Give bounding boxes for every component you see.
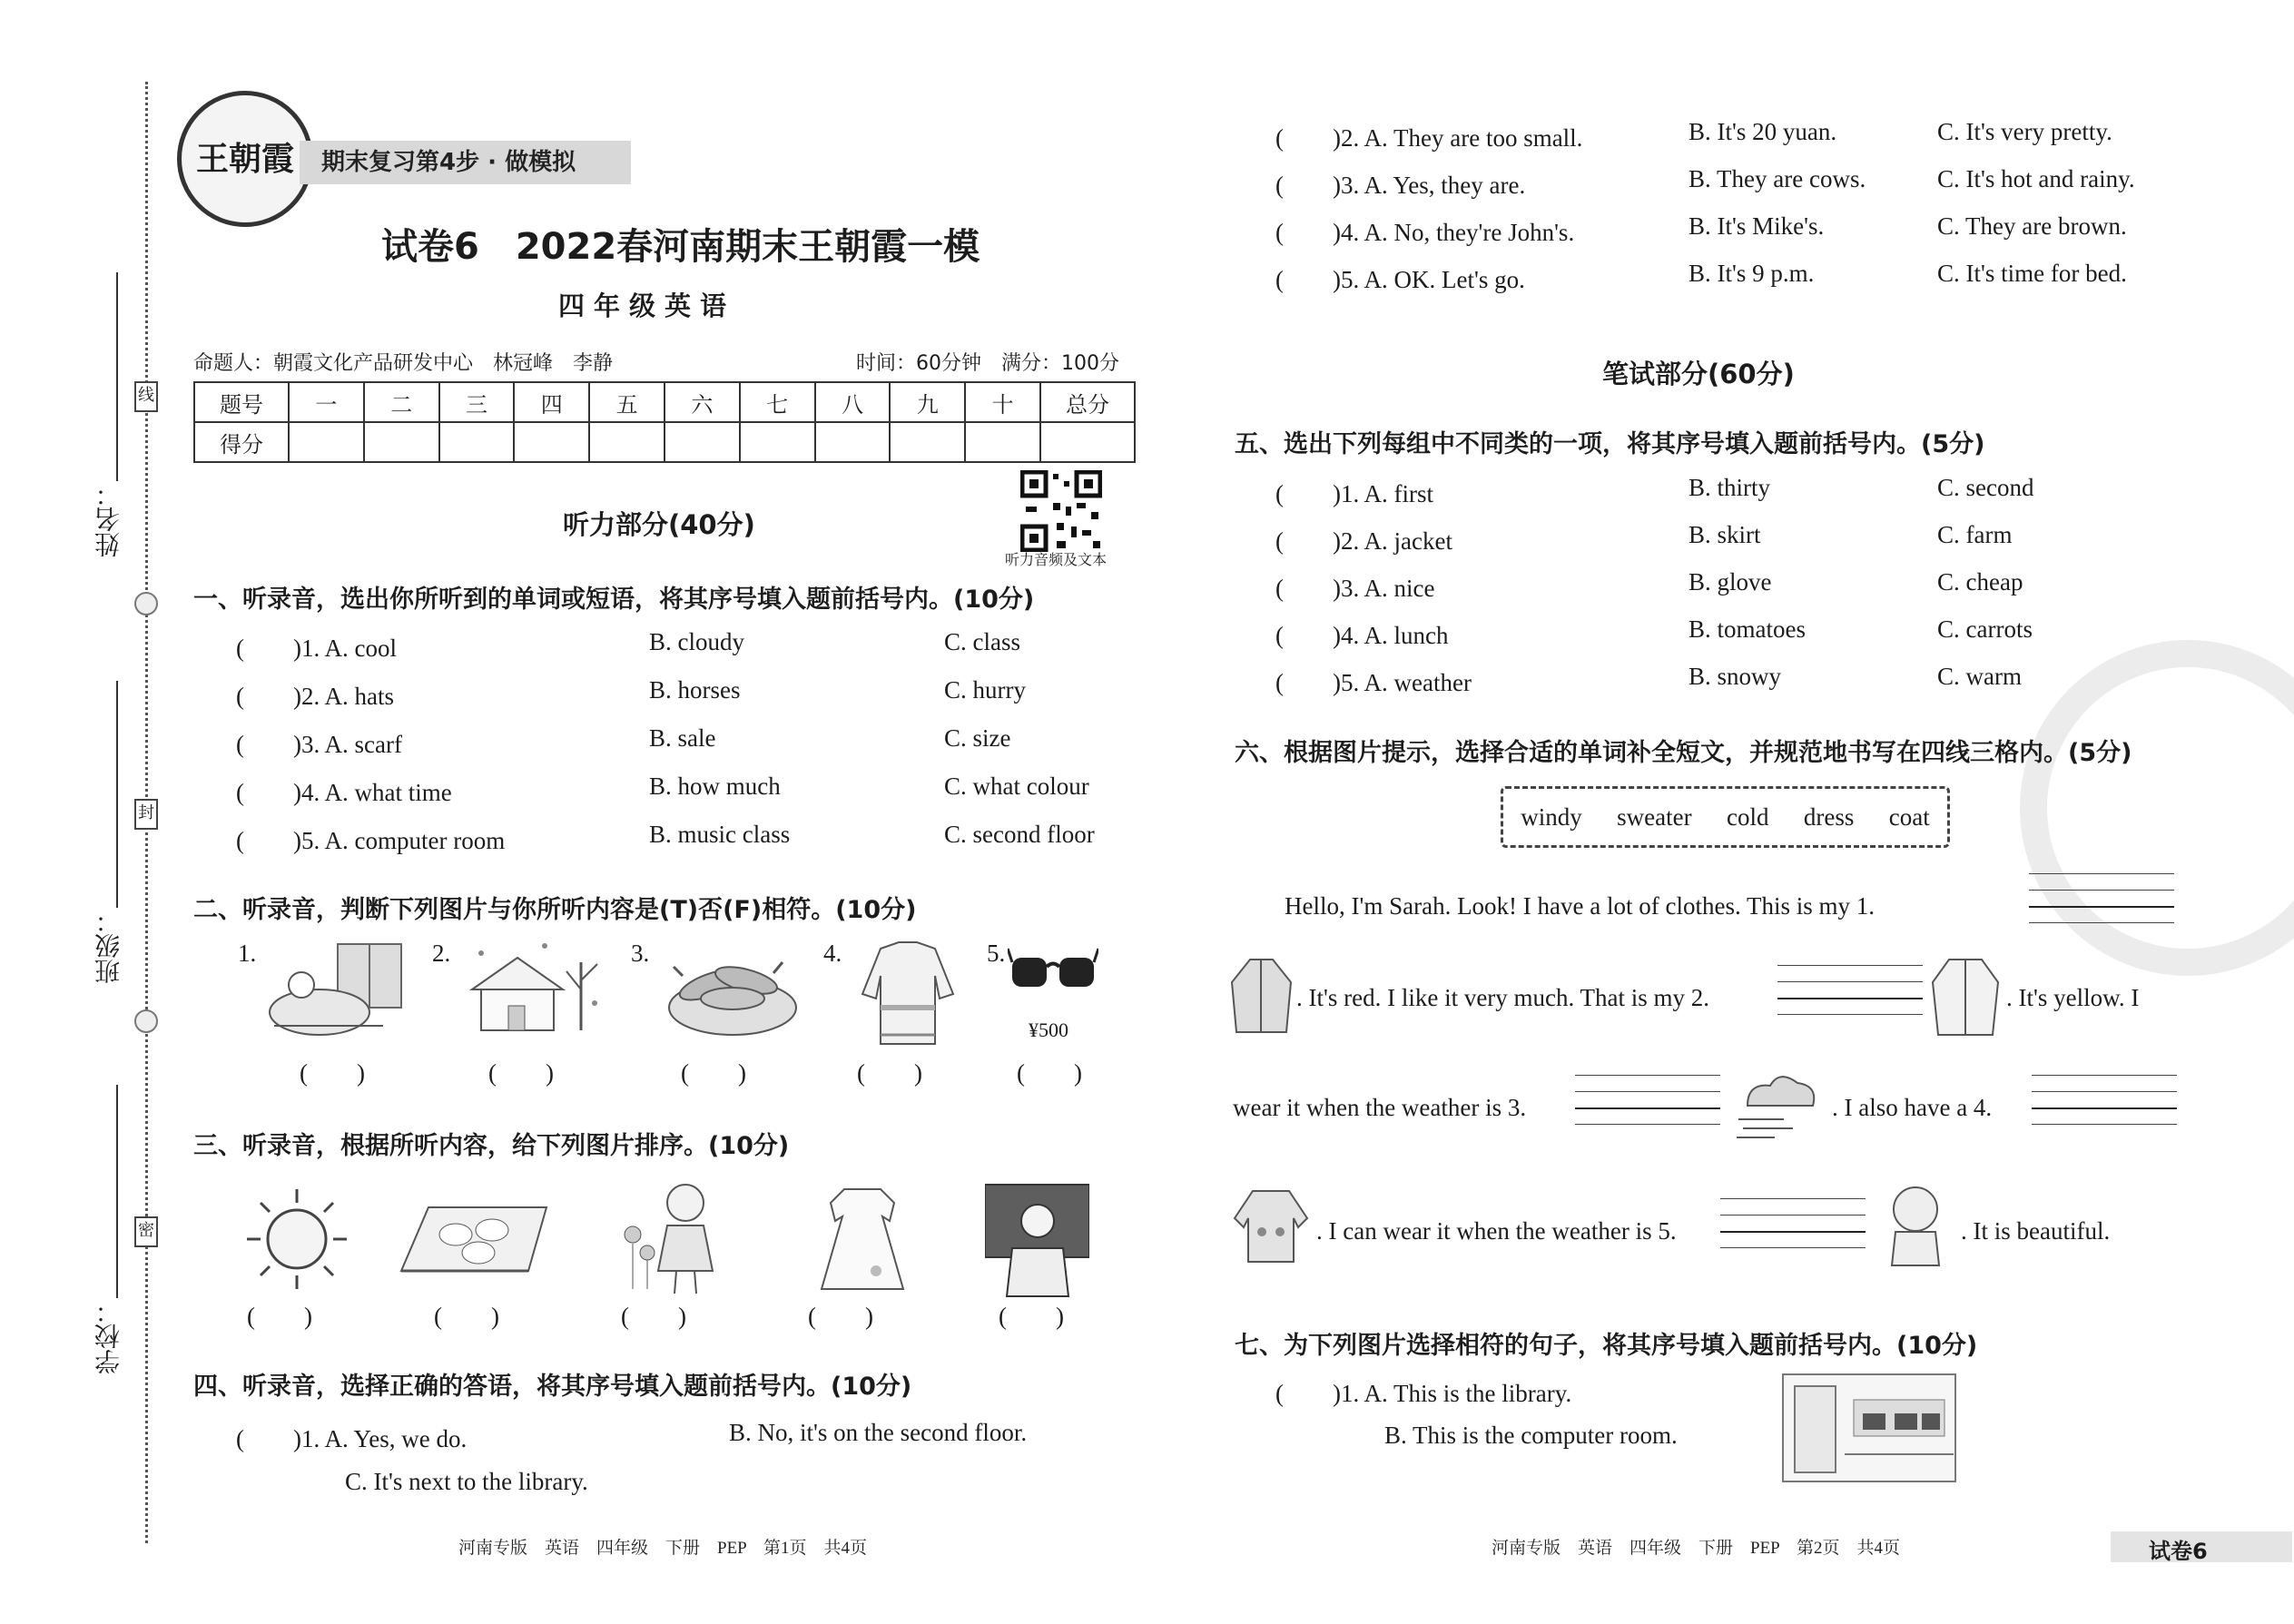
question-option-b: B. snowy [1689,663,1782,690]
question-option-c: C. size [944,724,1011,752]
section-2-title: 二、听录音，判断下列图片与你所听内容是(T)否(F)相符。(10分) [193,896,917,924]
answer-bracket[interactable]: ( ) [434,1303,499,1330]
word-bank-item: cold [1726,802,1769,831]
passage-line-3a: wear it when the weather is 3. [1233,1094,1527,1121]
question-option-a: ( )3. A. scarf [236,731,402,758]
school-label: 学校： [94,1298,123,1374]
score-table [193,381,1136,463]
question-option-a: ( )2. A. jacket [1275,527,1452,555]
table-cell: 总分 [1040,382,1135,422]
passage-line-2b: . It's yellow. I [2006,984,2140,1011]
picture-number: 1. [238,940,257,967]
question-option-a: ( )3. A. nice [1275,575,1435,602]
writing-blank-4[interactable] [2032,1075,2177,1126]
answer-bracket[interactable]: ( ) [488,1059,554,1087]
score-input-cell[interactable] [665,422,740,462]
answer-bracket[interactable]: ( ) [1017,1059,1082,1087]
yellow-coat-picture [1929,955,2002,1041]
question-option-a: ( )4. A. No, they're John's. [1275,219,1575,246]
table-cell: 三 [439,382,515,422]
section-6-title: 六、根据图片提示，选择合适的单词补全短文，并规范地书写在四线三格内。(5分) [1235,739,2132,767]
picture-number: 4. [823,940,842,967]
footer-left: 河南专版 英语 四年级 下册 PEP 第1页 共4页 [458,1539,868,1558]
snowy-house-picture [454,935,608,1044]
question-option-c: C. They are brown. [1937,212,2127,240]
score-table-score-row [194,422,1135,462]
question-option-c: C. warm [1937,663,2022,690]
writing-blank-5[interactable] [1720,1198,1866,1249]
question-option-b: B. sale [649,724,716,752]
question-option-b: B. skirt [1689,521,1761,548]
score-input-cell[interactable] [815,422,891,462]
question-option-c: C. farm [1937,521,2013,548]
question-option-b: B. thirty [1689,474,1771,501]
passage-line-2a: . It's red. I like it very much. That is my 2. [1296,984,1710,1011]
question-option-b: B. glove [1689,568,1772,595]
question-option-c: C. It's time for bed. [1937,260,2127,287]
sun-picture [238,1185,356,1294]
question-option-c: C. It's hot and rainy. [1937,165,2135,192]
binding-tag-line: 线 [134,381,158,412]
question-option-a: ( )1. A. Yes, we do. [236,1425,468,1452]
binding-tag-secret: 密 [134,1216,158,1247]
question-option-c: C. second [1937,474,2034,501]
section-5-title: 五、选出下列每组中不同类的一项，将其序号填入题前括号内。(5分) [1235,430,1985,458]
answer-bracket[interactable]: ( ) [857,1059,922,1087]
sweater-picture [1230,1182,1312,1268]
question-option-a: ( )5. A. weather [1275,669,1472,696]
answer-bracket[interactable]: ( ) [300,1059,365,1087]
class-label: 班级： [94,908,123,984]
score-table-header-row [194,382,1135,422]
step-banner: 期末复习第4步 · 做模拟 [300,141,631,184]
score-input-cell[interactable] [289,422,364,462]
question-option-b: B. cloudy [649,628,744,655]
writing-blank-1[interactable] [2029,873,2174,924]
question-option-b: B. tomatoes [1689,615,1806,643]
girl-watering-plants-picture [613,1171,731,1298]
sheep-farm-picture [392,1189,556,1289]
passage-line-1: Hello, I'm Sarah. Look! I have a lot of clothes. This is my 1. [1285,892,1875,920]
score-input-cell[interactable] [364,422,439,462]
windy-cloud-picture [1729,1069,1820,1147]
table-cell: 五 [589,382,665,422]
table-cell: 八 [815,382,891,422]
question-option-c: C. cheap [1937,568,2023,595]
table-cell: 四 [514,382,589,422]
page-badge-bar [2111,1531,2292,1562]
answer-bracket[interactable]: ( ) [999,1303,1064,1330]
answer-bracket[interactable]: ( ) [621,1303,686,1330]
passage-line-3b: . I also have a 4. [1832,1094,1993,1121]
time-score-line: 时间：60分钟 满分：100分 [856,352,1119,375]
table-cell: 得分 [194,422,289,462]
binding-tag-seal: 封 [134,799,158,830]
picture-number: 3. [631,940,650,967]
question-option-a: ( )5. A. OK. Let's go. [1275,266,1525,293]
brand-logo [177,91,313,227]
table-cell: 题号 [194,382,289,422]
question-option-a: ( )1. A. This is the library. [1275,1380,1572,1407]
question-option-b: B. how much [649,773,781,800]
price-label: ¥500 [1029,1019,1068,1041]
word-bank-item: dress [1803,802,1855,831]
question-option-b: B. horses [649,676,741,704]
question-option-c: C. what colour [944,773,1089,800]
table-cell: 七 [740,382,815,422]
question-option-c: C. It's next to the library. [345,1468,588,1495]
page-badge-label: 试卷6 [2149,1539,2208,1564]
section-7-title: 七、为下列图片选择相符的句子，将其序号填入题前括号内。(10分) [1235,1332,1978,1360]
table-cell: 二 [364,382,439,422]
qr-code-icon[interactable] [1020,470,1102,552]
question-option-a: ( )4. A. what time [236,779,452,806]
score-input-cell[interactable] [514,422,589,462]
table-cell: 六 [665,382,740,422]
question-option-a: ( )1. A. first [1275,480,1433,507]
sweater-picture [849,935,967,1053]
answer-bracket[interactable]: ( ) [808,1303,873,1330]
question-option-c: C. class [944,628,1020,655]
answer-bracket[interactable]: ( ) [247,1303,312,1330]
passage-line-4b: . It is beautiful. [1961,1217,2111,1245]
dress-picture [808,1180,917,1298]
carrots-basket-picture [655,935,810,1044]
writing-blank-3[interactable] [1575,1075,1720,1126]
question-option-a: ( )2. A. They are too small. [1275,124,1583,152]
authors-line: 命题人：朝霞文化产品研发中心 林冠峰 李静 [193,352,614,375]
question-option-a: ( )2. A. hats [236,683,394,710]
question-option-b: B. This is the computer room. [1384,1422,1678,1449]
qr-caption: 听力音频及文本 [1005,551,1108,568]
picture-number: 2. [432,940,451,967]
question-option-b: B. It's Mike's. [1689,212,1825,240]
score-input-cell[interactable] [439,422,515,462]
score-input-cell[interactable] [1040,422,1135,462]
word-bank-item: coat [1888,802,1930,831]
question-option-b: B. It's 9 p.m. [1689,260,1815,287]
writing-blank-2[interactable] [1777,965,1923,1016]
question-option-c: C. carrots [1937,615,2033,643]
cold-person-picture [1879,1182,1952,1268]
teacher-blackboard-picture [985,1180,1089,1298]
question-option-b: B. No, it's on the second floor. [729,1419,1028,1446]
question-option-a: ( )1. A. cool [236,635,397,662]
binding-hole-icon [134,1009,158,1033]
question-option-c: C. hurry [944,676,1026,704]
page-title: 试卷6 2022春河南期末王朝霞一模 [381,226,980,268]
table-cell: 十 [965,382,1040,422]
listening-title: 听力部分(40分) [563,509,755,540]
answer-bracket[interactable]: ( ) [681,1059,746,1087]
section-1-title: 一、听录音，选出你所听到的单词或短语，将其序号填入题前括号内。(10分) [193,586,1035,614]
writing-title: 笔试部分(60分) [1602,359,1795,389]
word-bank-item: windy [1521,802,1582,831]
passage-line-4a: . I can wear it when the weather is 5. [1316,1217,1677,1245]
logo-text: 王朝霞 [195,140,294,178]
score-input-cell[interactable] [589,422,665,462]
section-4-title: 四、听录音，选择正确的答语，将其序号填入题前括号内。(10分) [193,1373,912,1401]
computer-room-picture [1781,1373,1958,1486]
question-option-c: C. It's very pretty. [1937,118,2112,145]
page-subtitle: 四年级英语 [558,290,736,321]
question-option-b: B. music class [649,821,791,848]
table-cell: 九 [890,382,965,422]
question-option-b: B. They are cows. [1689,165,1866,192]
class-line [116,681,118,908]
score-input-cell[interactable] [890,422,965,462]
sleeping-child-picture [256,935,410,1044]
sunglasses-picture [1008,944,1098,1008]
table-cell: 一 [289,382,364,422]
footer-right: 河南专版 英语 四年级 下册 PEP 第2页 共4页 [1492,1539,1901,1558]
question-option-a: ( )5. A. computer room [236,827,506,854]
question-option-c: C. second floor [944,821,1095,848]
name-label: 姓名： [94,481,123,557]
school-line [116,1085,118,1298]
score-input-cell[interactable] [965,422,1040,462]
score-input-cell[interactable] [740,422,815,462]
name-line [116,272,118,481]
question-option-a: ( )3. A. Yes, they are. [1275,172,1526,199]
picture-number: 5. [987,940,1006,967]
word-bank [1501,786,1950,848]
section-3-title: 三、听录音，根据所听内容，给下列图片排序。(10分) [193,1132,790,1160]
secret-seal-watermark [2020,640,2294,976]
word-bank-item: sweater [1617,802,1692,831]
question-option-a: ( )4. A. lunch [1275,622,1449,649]
question-option-b: B. It's 20 yuan. [1689,118,1837,145]
coat-picture [1227,955,1295,1041]
binding-hole-icon [134,592,158,615]
